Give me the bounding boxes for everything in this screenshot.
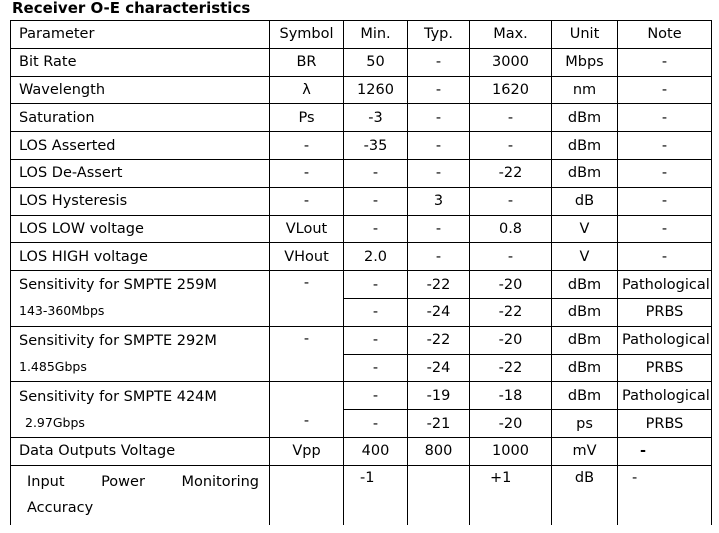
max-cell: -22 [470, 354, 552, 382]
typ-cell: -19 [408, 382, 470, 410]
symbol-cell: - [270, 326, 344, 382]
unit-cell: dBm [552, 132, 618, 160]
max-cell: -20 [470, 271, 552, 299]
unit-cell: dBm [552, 104, 618, 132]
param-cell: Wavelength [11, 76, 270, 104]
max-cell: +1 [470, 465, 552, 525]
max-cell: -20 [470, 410, 552, 438]
table-row-bit-rate [11, 48, 712, 76]
max-cell: 1000 [470, 437, 552, 465]
param-word: Monitoring [181, 474, 259, 491]
param-cell: LOS LOW voltage [11, 215, 270, 243]
max-cell: -22 [470, 159, 552, 187]
typ-cell: -24 [408, 298, 470, 326]
table-row-smpte-292m [11, 326, 712, 354]
param-cell: Bit Rate [11, 48, 270, 76]
symbol-cell [270, 465, 344, 525]
typ-cell: - [408, 215, 470, 243]
max-cell: 0.8 [470, 215, 552, 243]
symbol-cell: BR [270, 48, 344, 76]
param-cell: Saturation [11, 104, 270, 132]
note-cell: - [618, 132, 712, 160]
typ-cell: -22 [408, 271, 470, 299]
min-cell: - [344, 382, 408, 410]
param-cell [11, 382, 270, 438]
param-line-2: 1.485Gbps [19, 359, 87, 375]
unit-cell: Mbps [552, 48, 618, 76]
param-cell: LOS HIGH voltage [11, 243, 270, 271]
note-cell: - [618, 465, 712, 525]
param-line-2: 2.97Gbps [25, 414, 85, 430]
header-row [11, 21, 712, 49]
note-cell: Pathological [618, 382, 712, 410]
param-cell [11, 271, 270, 327]
param-cell: Data Outputs Voltage [11, 437, 270, 465]
min-cell: 400 [344, 437, 408, 465]
max-cell: - [470, 132, 552, 160]
unit-cell: dBm [552, 382, 618, 410]
min-cell: - [344, 215, 408, 243]
unit-cell: V [552, 215, 618, 243]
typ-cell: - [408, 243, 470, 271]
symbol-cell: Ps [270, 104, 344, 132]
table-row-smpte-259m [11, 271, 712, 299]
note-cell: - [618, 187, 712, 215]
unit-cell: mV [552, 437, 618, 465]
symbol-cell: - [270, 271, 344, 327]
note-cell: - [618, 215, 712, 243]
param-line-1: Sensitivity for SMPTE 259M [19, 277, 217, 294]
symbol-cell: VLout [270, 215, 344, 243]
max-cell: -22 [470, 298, 552, 326]
table-row-los-hysteresis [11, 187, 712, 215]
note-cell: - [618, 159, 712, 187]
unit-cell: dBm [552, 354, 618, 382]
note-cell: Pathological [618, 271, 712, 299]
min-cell: - [344, 159, 408, 187]
min-cell: - [344, 326, 408, 354]
param-word: Power [101, 474, 145, 491]
typ-cell: - [408, 76, 470, 104]
max-cell: -18 [470, 382, 552, 410]
unit-cell: dBm [552, 326, 618, 354]
min-cell: - [344, 271, 408, 299]
header-unit: Unit [552, 21, 618, 49]
symbol-cell: VHout [270, 243, 344, 271]
typ-cell: -22 [408, 326, 470, 354]
table-row-wavelength [11, 76, 712, 104]
unit-cell: dBm [552, 271, 618, 299]
table-row-los-low-voltage [11, 215, 712, 243]
min-cell: -1 [344, 465, 408, 525]
min-cell: -3 [344, 104, 408, 132]
unit-cell: dBm [552, 159, 618, 187]
symbol-cell: - [270, 187, 344, 215]
typ-cell: - [408, 132, 470, 160]
max-cell: 1620 [470, 76, 552, 104]
min-cell: - [344, 298, 408, 326]
min-cell: 50 [344, 48, 408, 76]
header-symbol: Symbol [270, 21, 344, 49]
note-cell: PRBS [618, 298, 712, 326]
table-row-saturation [11, 104, 712, 132]
unit-cell: dB [552, 187, 618, 215]
max-cell: 3000 [470, 48, 552, 76]
param-line-1: Sensitivity for SMPTE 424M [19, 388, 217, 405]
param-line-2: 143-360Mbps [19, 303, 105, 319]
param-line-2: Accuracy [27, 500, 94, 517]
note-cell: - [618, 243, 712, 271]
param-word: Input [27, 474, 65, 491]
min-cell: - [344, 354, 408, 382]
min-cell: - [344, 410, 408, 438]
max-cell: -20 [470, 326, 552, 354]
param-line-1 [27, 469, 259, 495]
table-row-los-high-voltage [11, 243, 712, 271]
typ-cell: - [408, 159, 470, 187]
table-title: Receiver O-E characteristics [12, 0, 251, 17]
max-cell: - [470, 187, 552, 215]
param-cell [11, 465, 270, 525]
table-row-los-deassert [11, 159, 712, 187]
symbol-cell: - [270, 382, 344, 438]
unit-cell: ps [552, 410, 618, 438]
param-cell: LOS De-Assert [11, 159, 270, 187]
param-line-1: Sensitivity for SMPTE 292M [19, 333, 217, 350]
symbol-cell: λ [270, 76, 344, 104]
note-cell: Pathological [618, 326, 712, 354]
note-cell: PRBS [618, 354, 712, 382]
note-cell: PRBS [618, 410, 712, 438]
header-note: Note [618, 21, 712, 49]
typ-cell: - [408, 48, 470, 76]
note-cell: - [618, 48, 712, 76]
param-cell: LOS Hysteresis [11, 187, 270, 215]
unit-cell: dB [552, 465, 618, 525]
min-cell: - [344, 187, 408, 215]
typ-cell [408, 465, 470, 525]
unit-cell: V [552, 243, 618, 271]
typ-cell: 800 [408, 437, 470, 465]
note-cell: - [618, 104, 712, 132]
symbol-cell: - [270, 132, 344, 160]
unit-cell: dBm [552, 298, 618, 326]
param-cell [11, 326, 270, 382]
header-min: Min. [344, 21, 408, 49]
param-cell: LOS Asserted [11, 132, 270, 160]
typ-cell: 3 [408, 187, 470, 215]
table-row-data-outputs-voltage [11, 437, 712, 465]
typ-cell: - [408, 104, 470, 132]
typ-cell: -21 [408, 410, 470, 438]
header-typ: Typ. [408, 21, 470, 49]
unit-cell: nm [552, 76, 618, 104]
symbol-cell: - [270, 159, 344, 187]
symbol-cell: Vpp [270, 437, 344, 465]
typ-cell: -24 [408, 354, 470, 382]
min-cell: 1260 [344, 76, 408, 104]
max-cell: - [470, 243, 552, 271]
header-max: Max. [470, 21, 552, 49]
max-cell: - [470, 104, 552, 132]
note-cell: - [618, 76, 712, 104]
header-parameter: Parameter [11, 21, 270, 49]
min-cell: 2.0 [344, 243, 408, 271]
min-cell: -35 [344, 132, 408, 160]
receiver-oe-table [10, 20, 712, 525]
table-row-los-asserted [11, 132, 712, 160]
table-row-input-power-monitoring [11, 465, 712, 525]
table-row-smpte-424m [11, 382, 712, 410]
note-cell: - [618, 437, 712, 465]
